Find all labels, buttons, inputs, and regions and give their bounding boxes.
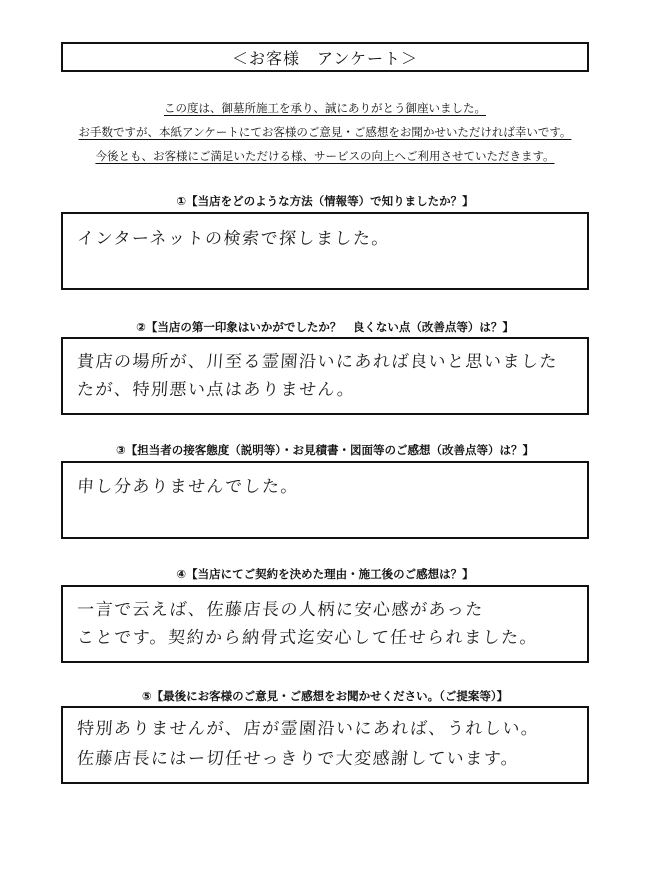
question-5-label: ⑤【最後にお客様のご意見・ご感想をお聞かせください。（ご提案等）】 xyxy=(141,689,509,703)
question-4-label: ④【当店にてご契約を決めた理由・施工後のご感想は？】 xyxy=(176,567,474,581)
intro-line-2: お手数ですが、本紙アンケートにてお客様のご意見・ご感想をお聞かせいただければ幸いです。 xyxy=(78,125,572,139)
intro-line-3: 今後とも、お客様にご満足いただける様、サービスの向上へご利用させていただきます。 xyxy=(95,149,555,163)
answer-4-line-1: 一言で云えば、佐藤店長の人柄に安心感があった xyxy=(76,600,485,620)
answer-5-box xyxy=(61,706,589,784)
answer-2-line-1: 貴店の場所が、川至る霊園沿いにあれば良いと思いました xyxy=(76,352,559,372)
answer-1-line-1: インターネットの検索で探しました。 xyxy=(76,229,391,249)
answer-4-line-2: ことです。契約から納骨式迄安心して任せられました。 xyxy=(76,628,539,648)
answer-3-box xyxy=(61,461,589,539)
answer-1-box xyxy=(61,212,589,290)
answer-5-line-1: 特別ありませんが、店が霊園沿いにあれば、うれしい。 xyxy=(76,719,541,739)
survey-title: ＜お客様 アンケート＞ xyxy=(61,42,589,72)
question-1-label: ①【当店をどのような方法（情報等）で知りましたか？】 xyxy=(176,194,474,208)
answer-4-box xyxy=(61,585,589,663)
answer-2-line-2: たが、特別悪い点はありません。 xyxy=(76,380,357,400)
question-3-label: ③【担当者の接客態度（説明等）・お見積書・図面等のご感想（改善点等）は？】 xyxy=(116,443,534,457)
intro-line-1: この度は、御墓所施工を承り、誠にありがとう御座いました。 xyxy=(164,101,486,115)
answer-2-box xyxy=(61,337,589,415)
answer-5-line-2: 佐藤店長にはー切任せっきりで大変感謝しています。 xyxy=(76,749,521,769)
question-2-label: ②【当店の第一印象はいかがでしたか？ 良くない点（改善点等）は？】 xyxy=(136,320,514,334)
answer-3-line-1: 申し分ありませんでした。 xyxy=(76,477,300,497)
